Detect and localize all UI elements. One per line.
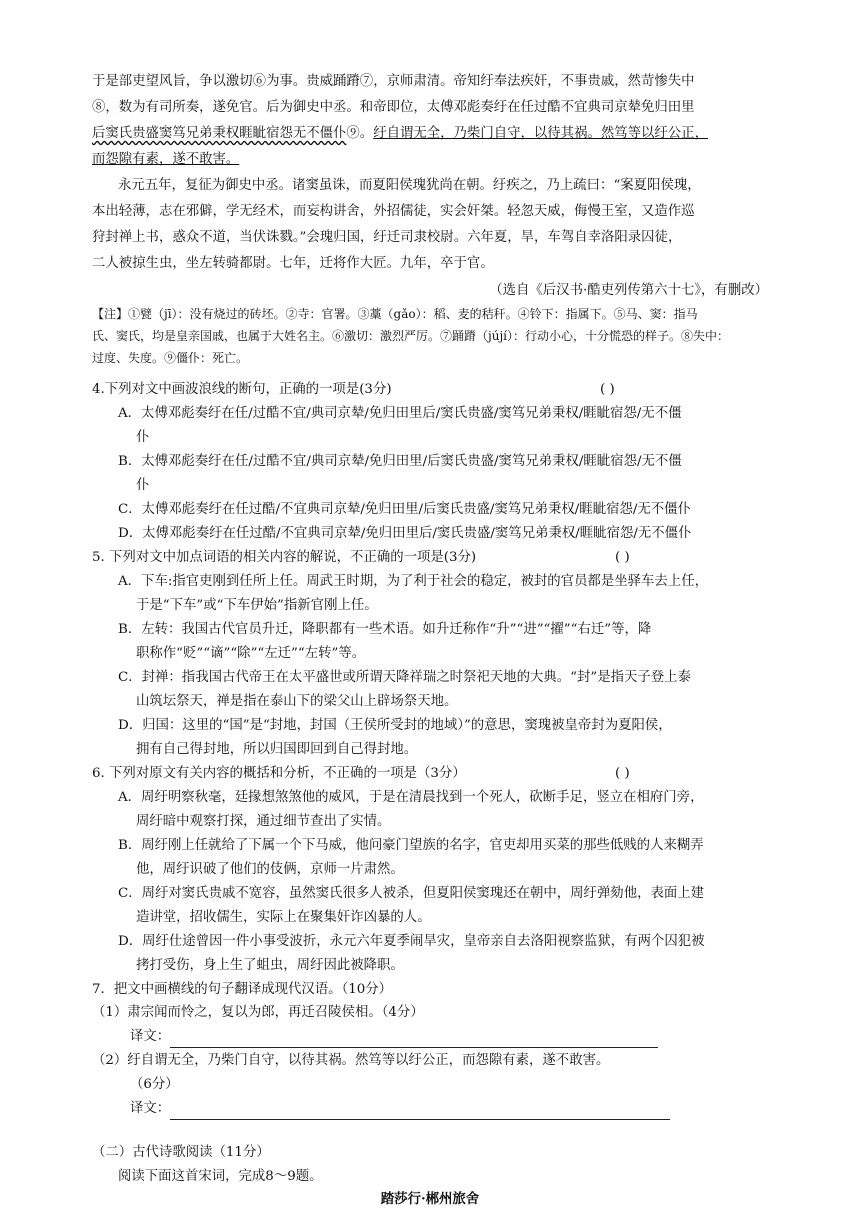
passage-line [92,148,239,171]
option-b: B．周纡刚上任就给了下属一个下马威，他问豪门望族的名字，官吏却用买菜的那些低贱的人来糊弄 [118,838,704,853]
question-6-stem: 6. 下列对原文有关内容的概括和分析，不正确的一项是（3分） [92,766,466,781]
passage-line: 后窦氏贵盛窦笃兄弟秉权睚眦宿怨无不僵仆⑨。纡自谓无全，乃柴门自守，以待其祸。然笃等以纡公正， [92,126,708,141]
passage-line: ⑧，数为有司所奏，遂免官。后为御史中丞。和帝即位，太傅邓彪奏纡在任过酷不宜典司京辇免归田里 [92,100,695,115]
passage-line: 二人被掠生虫，坐左转骑都尉。七年，迁将作大匠。九年，卒于官。 [92,256,494,271]
option-d: D．周纡仕途曾因一件小事受波折，永元六年夏季闹旱灾，皇帝亲自去洛阳视察监狱，有两个囚犯被 [118,934,705,949]
q7-sentence-1: （1）肃宗闻而怜之，复以为郎，再迁召陵侯相。（4分） [92,1005,424,1020]
passage-line: 永元五年，复征为御史中丞。诸窦虽诛，而夏阳侯瑰犹尚在朝。纡疾之，乃上疏曰：“案夏阳侯瑰， [118,178,701,193]
option-b-cont: 他，周纡识破了他们的伎俩，京师一片肃然。 [136,862,404,877]
underlined-sentence: 而怨隙有素，遂不敢害。 [92,152,240,167]
option-a-cont: 仆 [136,430,150,445]
section-heading: （二）古代诗歌阅读（11分） [92,1145,270,1160]
option-d-cont: 拷打受伤，身上生了蛆虫，周纡因此被降职。 [136,958,404,973]
note-line: 过度、失度。⑨僵仆：死亡。 [92,351,249,365]
q7-score: （6分） [130,1077,179,1092]
option-b: B．太傅邓彪奏纡在任/过酷不宜/典司京辇/免归田里/后窦氏贵盛/窦笃兄弟秉权/睚眦宿怨/无不僵 [118,454,682,469]
option-b: B．左转：我国古代官员升迁，降职都有一些术语。如升迁称作“升”“进”“擢”“右迁”等，降 [118,622,652,637]
poem-title: 踏莎行·郴州旅舍 [380,1191,480,1207]
option-a: A．周纡明察秋毫，廷掾想煞煞他的威风，于是在清晨找到一个死人，砍断手足，竖立在相府门旁， [118,790,704,805]
translation-label: 译文： [130,1025,658,1048]
passage-line: 本出轻薄，志在邪僻，学无经术，而妄构讲舍，外招儒徒，实会奸桀。轻忽天威，侮慢王室，又造作巡 [92,204,695,219]
wavy-underlined-text: 后窦氏贵盛窦笃兄弟秉权睚眦宿怨无不僵仆 [92,126,347,141]
option-b-cont: 职称作“贬”“谪”“除”“左迁”“左转”等。 [136,646,366,661]
source-citation: （选自《后汉书·酷吏列传第六十七》，有删改） [489,283,768,298]
question-7-stem: 7．把文中画横线的句子翻译成现代汉语。（10分） [92,982,393,997]
option-d-cont: 拥有自己得封地，所以归国即回到自己得封地。 [136,742,418,757]
translation-answer-line[interactable] [170,1103,670,1120]
translation-answer-line[interactable] [170,1031,658,1048]
option-a: A．太傅邓彪奏纡在任/过酷不宜/典司京辇/免归田里后/窦氏贵盛/窦笃兄弟秉权/睚眦宿怨/无不僵 [118,406,682,421]
section-intro: 阅读下面这首宋词，完成8～9题。 [118,1169,323,1184]
note-line: 【注】①甓（jī）：没有烧过的砖坯。②寺：官署。③藁（gǎo）：稻、麦的秸秆。④铃下：指属下。⑤马、窦：指马 [92,307,698,321]
option-b-cont: 仆 [136,478,150,493]
passage-line: 狩封禅上书，惑众不道，当伏诛戮。”会瑰归国，纡迁司隶校尉。六年夏，旱，车驾自幸洛阳录囚徒， [92,230,682,245]
option-d: D．归国：这里的“国”是“封地，封国（王侯所受封的地域）”的意思，窦瑰被皇帝封为夏阳侯， [118,718,672,733]
question-5-stem: 5. 下列对文中加点词语的相关内容的解说，不正确的一项是(3分) [92,550,477,565]
question-4-stem: 4.下列对文中画波浪线的断句，正确的一项是(3分) [92,382,392,397]
underlined-sentence: 纡自谓无全，乃柴门自守，以待其祸。然笃等以纡公正， [373,126,708,141]
answer-paren: ( ) [615,550,630,565]
note-line: 氏、窦氏，均是皇亲国戚，也属于大姓名主。⑥激切：激烈严厉。⑦踊蹐（jújí）：行动小心，十分慌恐的样子。⑧失中： [92,329,730,343]
option-a-cont: 于是“下车”或“下车伊始”指新官刚上任。 [136,598,378,613]
option-d: D．太傅邓彪奏纡在任过酷/不宜典司京辇/免归田里后/窦氏贵盛/窦笃兄弟秉权/睚眦宿怨/无不僵仆 [118,526,692,541]
option-c: C．封禅：指我国古代帝王在太平盛世或所谓天降祥瑞之时祭祀天地的大典。“封”是指天子登上泰 [118,670,691,685]
option-c-cont: 山筑坛祭天，禅是指在泰山下的梁父山上辟场祭天地。 [136,694,458,709]
answer-paren: ( ) [615,766,630,781]
answer-paren: ( ) [600,382,615,397]
option-c: C．太傅邓彪奏纡在任过酷/不宜典司京辇/免归田里/后窦氏贵盛/窦笃兄弟秉权/睚眦宿怨/无不僵仆 [118,502,691,517]
option-c-cont: 造讲堂，招收儒生，实际上在聚集奸诈凶暴的人。 [136,910,431,925]
option-c: C．周纡对窦氏贵戚不宽容，虽然窦氏很多人被杀，但夏阳侯窦瑰还在朝中，周纡弹劾他，表面上建 [118,886,705,901]
option-a-cont: 周纡暗中观察打探，通过细节查出了实情。 [136,814,391,829]
translation-label: 译文： [130,1097,670,1120]
option-a: A．下车:指官吏刚到任所上任。周武王时期，为了利于社会的稳定，被封的官员都是坐驿车去上任， [118,574,708,589]
passage-line: 于是部吏望风旨，争以激切⑥为事。贵威踊蹐⑦，京师肃清。帝知纡奉法疾奸，不事贵戚，然苛惨失中 [92,74,695,89]
q7-sentence-2: （2）纡自谓无全，乃柴门自守，以待其祸。然笃等以纡公正，而怨隙有素，遂不敢害。 [92,1053,610,1068]
